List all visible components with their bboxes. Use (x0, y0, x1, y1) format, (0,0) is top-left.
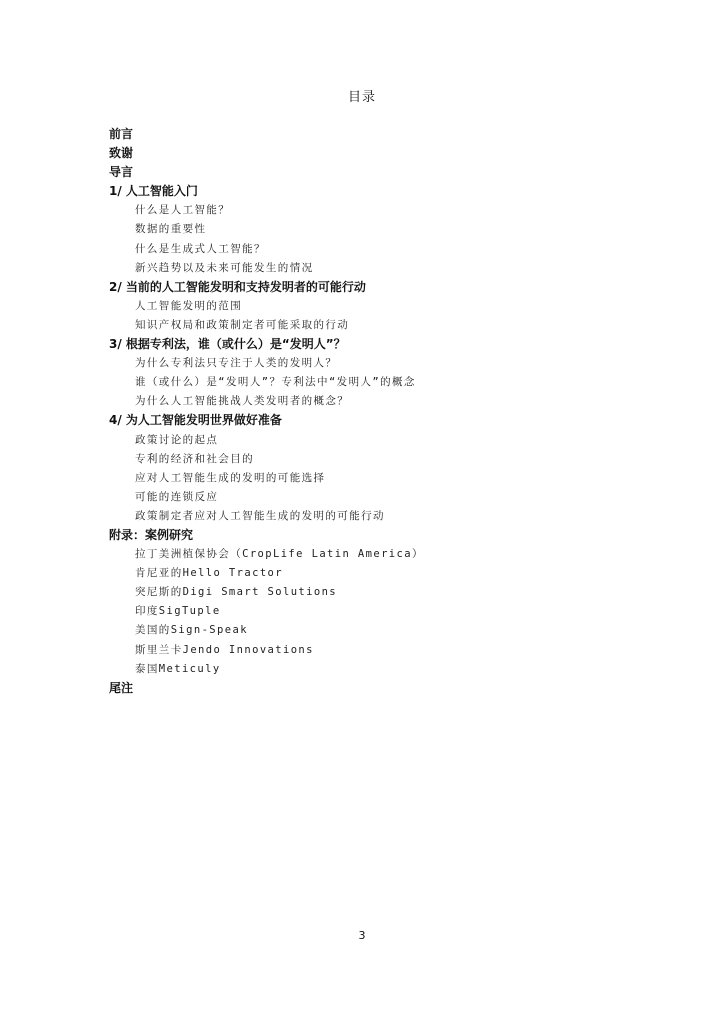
toc-subsection-item: 为什么人工智能挑战人类发明者的概念？ (135, 395, 350, 408)
toc-subsection-item: 应对人工智能生成的发明的可能选择 (135, 471, 326, 484)
toc-section-heading: 前言 (109, 127, 134, 141)
toc-section-heading: 4/ 为人工智能发明世界做好准备 (109, 413, 282, 428)
toc-section-heading: 3/ 根据专利法，谁（或什么）是“发明人”？ (109, 337, 346, 352)
toc-section-heading: 尾注 (109, 680, 134, 695)
toc-section-heading: 1/ 人工智能入门 (109, 184, 198, 199)
table-of-contents (109, 125, 669, 698)
toc-subsection-item: 专利的经济和社会目的 (135, 452, 254, 465)
toc-section-heading: 导言 (109, 165, 134, 180)
toc-subsection-item: 什么是人工智能？ (135, 204, 231, 217)
toc-subsection-item: 人工智能发明的范围 (135, 299, 243, 312)
toc-section-heading: 2/ 当前的人工智能发明和支持发明者的可能行动 (109, 279, 366, 294)
toc-subsection-item: 印度SigTuple (135, 605, 221, 618)
toc-subsection-item: 泰国Meticuly (135, 662, 221, 675)
toc-subsection-item: 美国的Sign-Speak (135, 624, 248, 637)
toc-subsection-item: 政策制定者应对人工智能生成的发明的可能行动 (135, 509, 385, 522)
toc-subsection-item: 什么是生成式人工智能？ (135, 242, 266, 255)
page-title: 目录 (347, 90, 376, 105)
toc-subsection-item: 肯尼亚的Hello Tractor (135, 567, 283, 580)
toc-subsection-item: 突尼斯的Digi Smart Solutions (135, 586, 338, 599)
toc-subsection-item: 新兴趋势以及未来可能发生的情况 (135, 261, 314, 274)
toc-section-heading: 附录：案例研究 (109, 527, 194, 542)
toc-subsection-item: 谁（或什么）是“发明人”？专利法中“发明人”的概念 (135, 376, 416, 389)
toc-section-heading: 致谢 (109, 146, 134, 161)
page-number: 3 (358, 929, 366, 942)
toc-subsection-item: 知识产权局和政策制定者可能采取的行动 (135, 318, 350, 331)
toc-subsection-item: 数据的重要性 (135, 223, 207, 236)
toc-subsection-item: 政策讨论的起点 (135, 433, 219, 446)
toc-subsection-item: 拉丁美洲植保协会（CropLife Latin America） (135, 548, 424, 561)
toc-subsection-item: 可能的连锁反应 (135, 490, 219, 503)
toc-subsection-item: 为什么专利法只专注于人类的发明人？ (135, 357, 338, 370)
toc-subsection-item: 斯里兰卡Jendo Innovations (135, 643, 314, 656)
